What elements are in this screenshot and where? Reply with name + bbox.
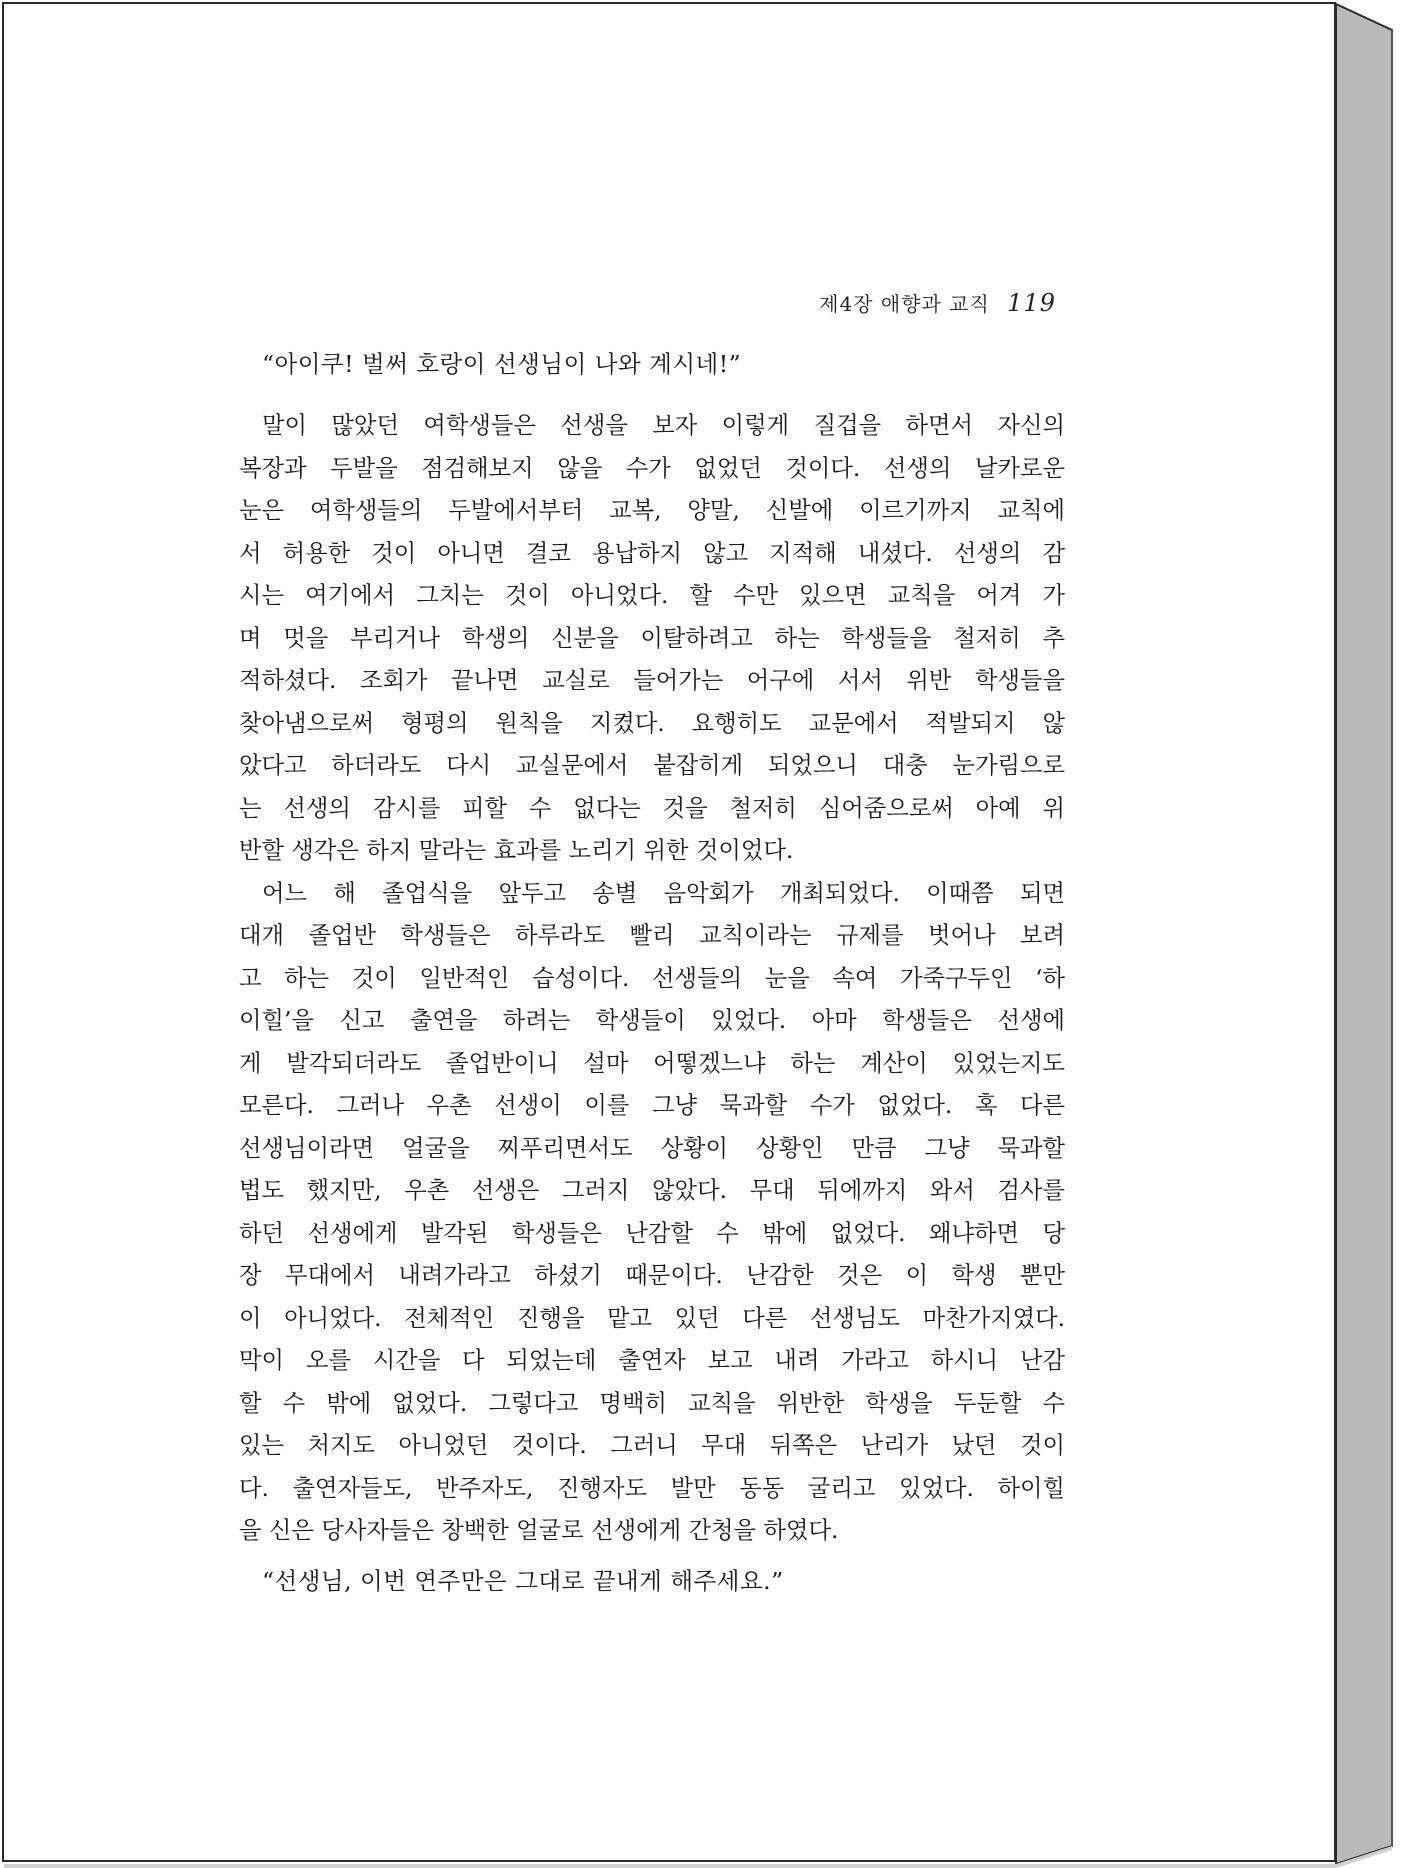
- body-line: 시는 여기에서 그치는 것이 아니었다. 할 수만 있으면 교칙을 어겨 가: [239, 582, 1065, 609]
- body-line: 는 선생의 감시를 피할 수 없다는 것을 철저히 심어줌으로써 아예 위: [239, 794, 1065, 822]
- body-line: 찾아냄으로써 형평의 원칙을 지켰다. 요행히도 교문에서 적발되지 않: [239, 709, 1065, 737]
- body-line: 하던 선생에게 발각된 학생들은 난감할 수 밖에 없었다. 왜냐하면 당: [239, 1219, 1065, 1247]
- running-head: [819, 288, 1056, 317]
- body-line: 모른다. 그러나 우촌 선생이 이를 그냥 묵과할 수가 없었다. 혹 다른: [239, 1092, 1065, 1119]
- body-line: 반할 생각은 하지 말라는 효과를 노리기 위한 것이었다.: [239, 837, 794, 864]
- body-line: 았다고 하더라도 다시 교실문에서 붙잡히게 되었으니 대충 눈가림으로: [239, 752, 1065, 779]
- body-line: 말이 많았던 여학생들은 선생을 보자 이렇게 질겁을 하면서 자신의: [262, 412, 1065, 439]
- body-line: 서 허용한 것이 아니면 결코 용납하지 않고 지적해 내셨다. 선생의 감: [239, 539, 1065, 567]
- body-line: 있는 처지도 아니었던 것이다. 그러니 무대 뒤쪽은 난리가 났던 것이: [239, 1432, 1065, 1459]
- body-line: 복장과 두발을 점검해보지 않을 수가 없었던 것이다. 선생의 날카로운: [239, 454, 1065, 482]
- closing-quote: “선생님, 이번 연주만은 그대로 끝내게 해주세요.”: [262, 1567, 784, 1595]
- body-line: 법도 했지만, 우촌 선생은 그러지 않았다. 무대 뒤에까지 와서 검사를: [239, 1177, 1065, 1204]
- body-line: 어느 해 졸업식을 앞두고 송별 음악회가 개최되었다. 이때쯤 되면: [262, 879, 1065, 907]
- body-line: 대개 졸업반 학생들은 하루라도 빨리 교칙이라는 규제를 벗어나 보려: [239, 922, 1065, 949]
- body-line: 을 신은 당사자들은 창백한 얼굴로 선생에게 간청을 하였다.: [239, 1517, 839, 1544]
- body-line: 눈은 여학생들의 두발에서부터 교복, 양말, 신발에 이르기까지 교칙에: [239, 497, 1065, 524]
- page-number: 119: [1007, 289, 1056, 317]
- body-line: 막이 오를 시간을 다 되었는데 출연자 보고 내려 가라고 하시니 난감: [239, 1347, 1065, 1374]
- body-line: 이 아니었다. 전체적인 진행을 맡고 있던 다른 선생님도 마찬가지였다.: [239, 1304, 1065, 1332]
- opening-quote: “아이쿠! 벌써 호랑이 선생님이 나와 계시네!”: [262, 350, 742, 378]
- body-line: 장 무대에서 내려가라고 하셨기 때문이다. 난감한 것은 이 학생 뿐만: [239, 1262, 1065, 1289]
- body-text: [239, 405, 1065, 1553]
- body-line: 할 수 밖에 없었다. 그렇다고 명백히 교칙을 위반한 학생을 두둔할 수: [239, 1389, 1065, 1417]
- body-line: 선생님이라면 얼굴을 찌푸리면서도 상황이 상황인 만큼 그냥 묵과할: [239, 1134, 1065, 1162]
- body-line: 다. 출연자들도, 반주자도, 진행자도 발만 동동 굴리고 있었다. 하이힐: [239, 1474, 1065, 1502]
- body-line: 게 발각되더라도 졸업반이니 설마 어떻겠느냐 하는 계산이 있었는지도: [239, 1049, 1065, 1077]
- body-line: 적하셨다. 조회가 끝나면 교실로 들어가는 어구에 서서 위반 학생들을: [239, 667, 1065, 694]
- chapter-title: 제4장 애향과 교직: [819, 292, 990, 316]
- body-line: 고 하는 것이 일반적인 습성이다. 선생들의 눈을 속여 가죽구두인 ‘하: [239, 964, 1065, 992]
- body-line: 이힐’을 신고 출연을 하려는 학생들이 있었다. 아마 학생들은 선생에: [239, 1007, 1065, 1034]
- body-line: 며 멋을 부리거나 학생의 신분을 이탈하려고 하는 학생들을 철저히 추: [239, 624, 1065, 652]
